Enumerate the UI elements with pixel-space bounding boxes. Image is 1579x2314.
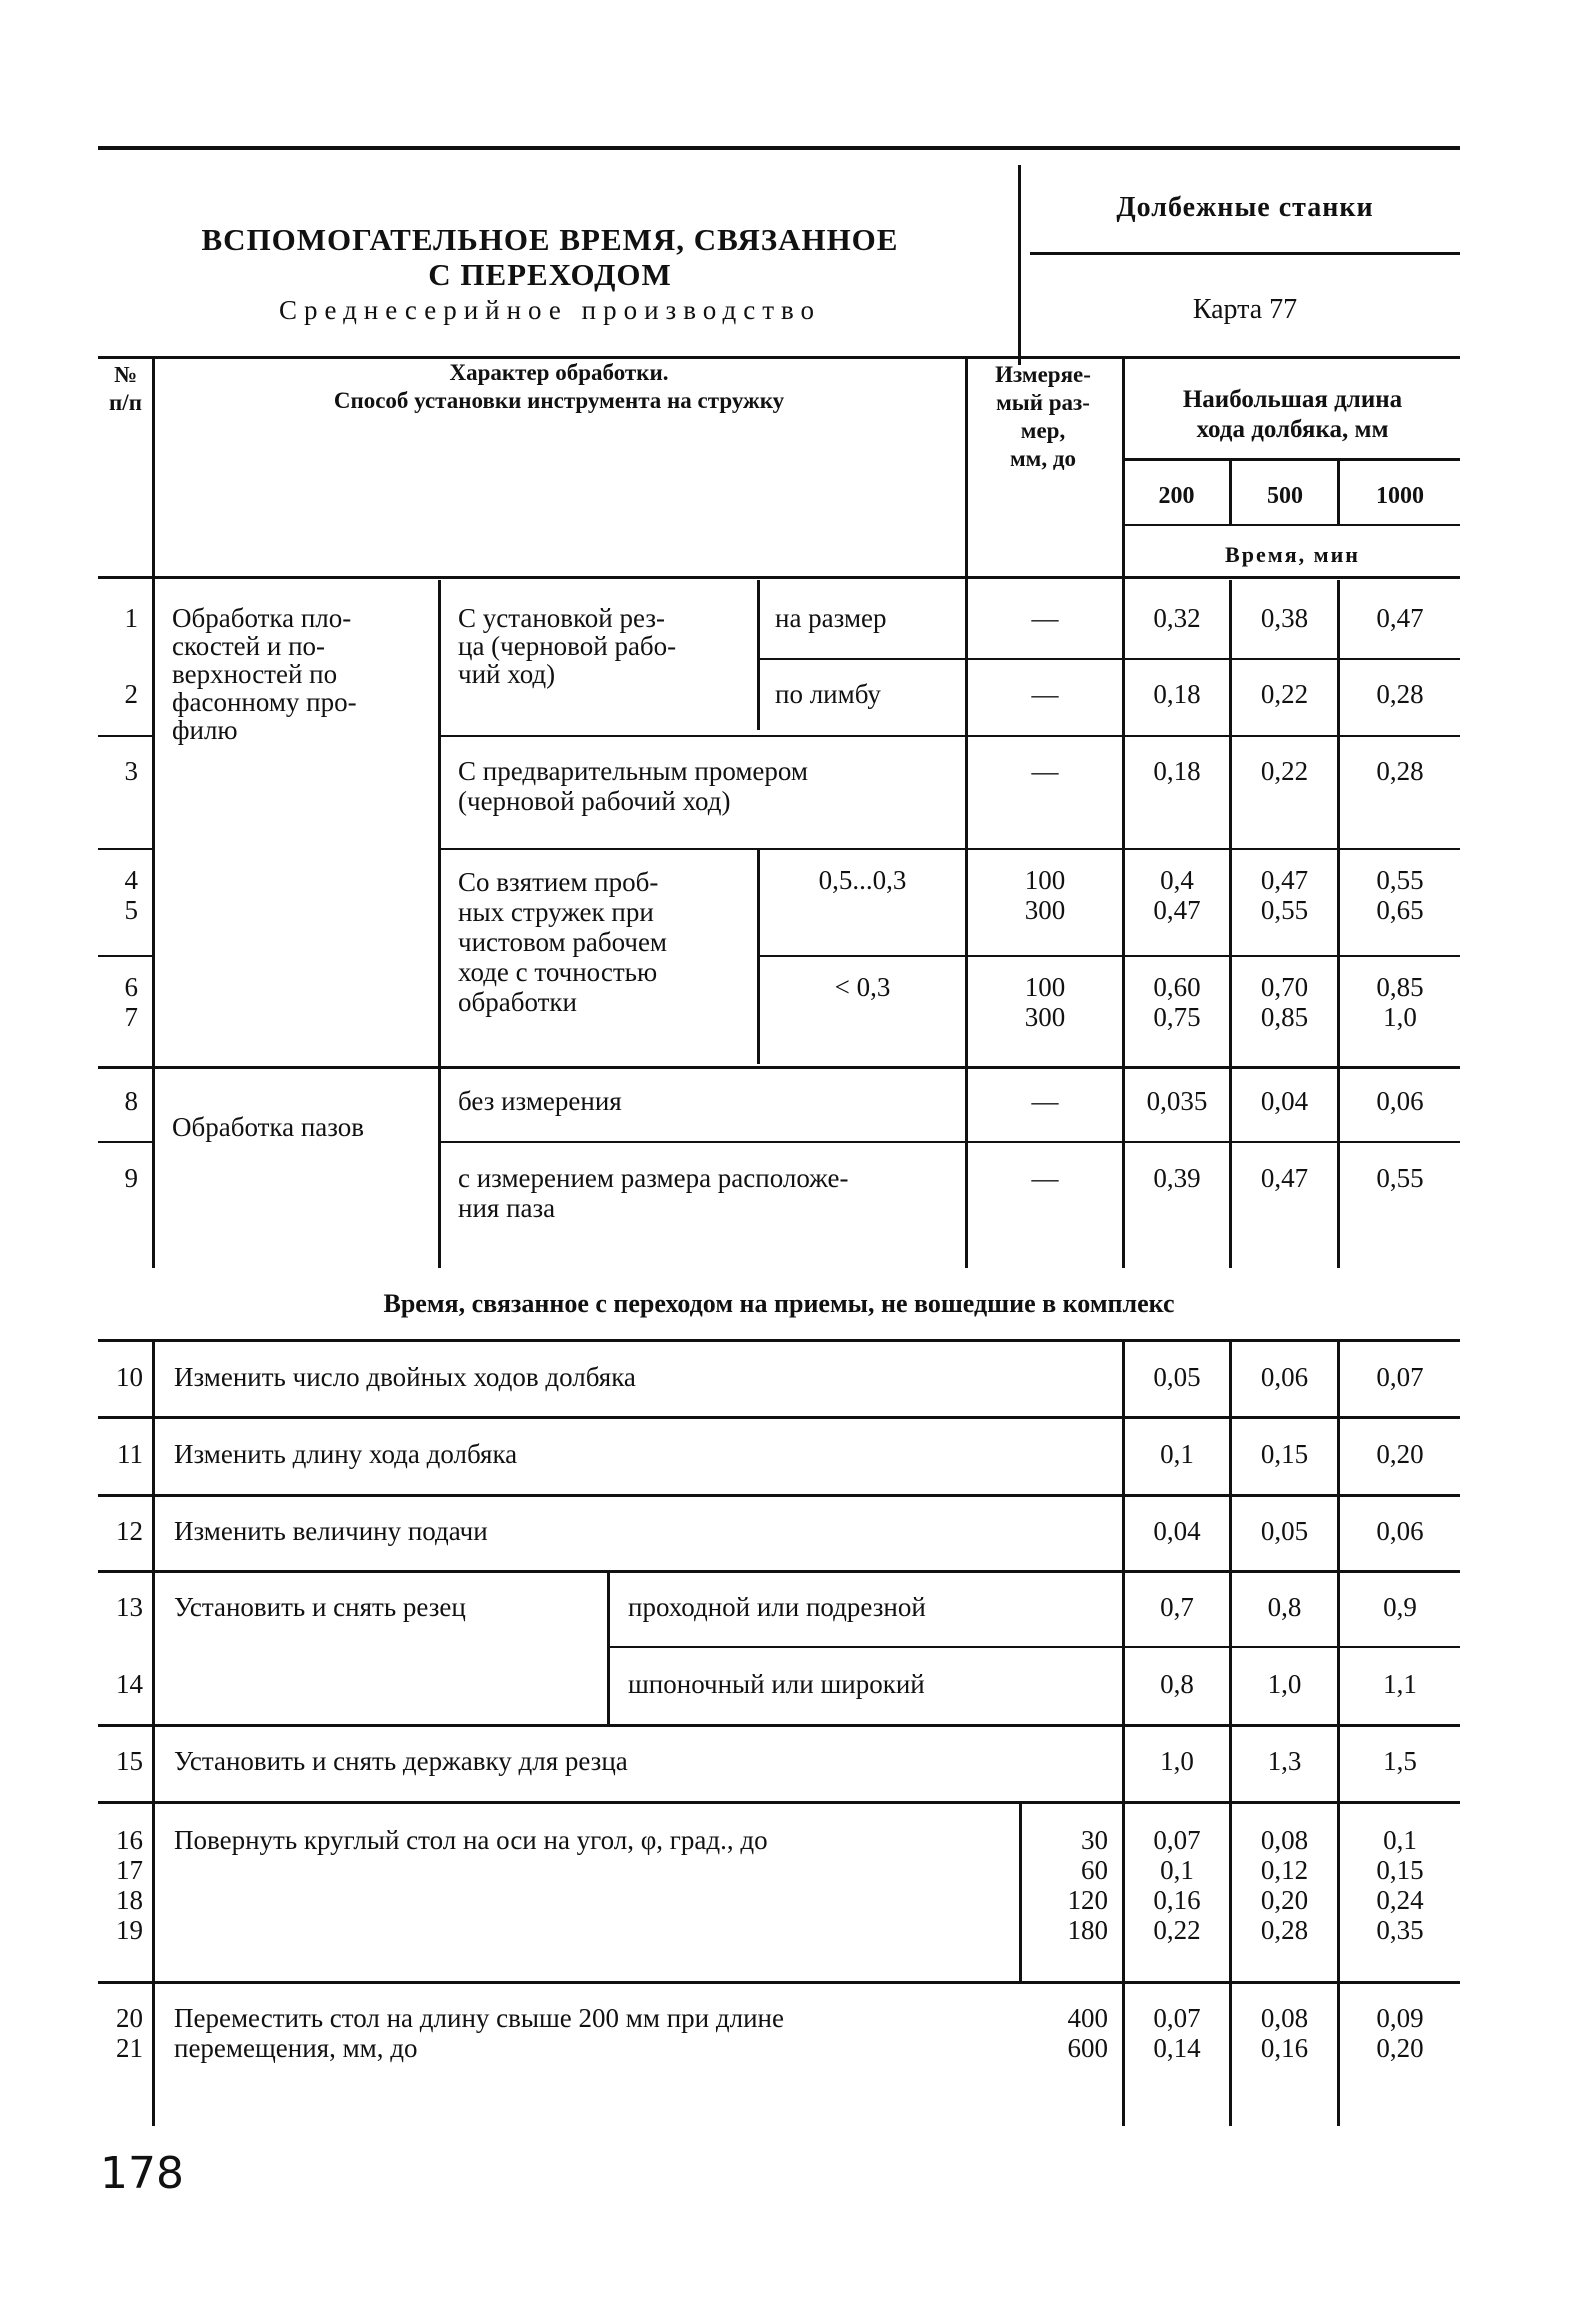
rotate-table: Повернуть круглый стол на оси на угол, φ, град., до	[174, 1825, 768, 1855]
s1-hline-r2-num	[98, 735, 155, 737]
time-200: 0,18	[1153, 756, 1201, 786]
slots-label: Обработка пазов	[172, 1112, 365, 1142]
section2-heading: Время, связанное с переходом на приемы, не вошедшие в комплекс	[383, 1289, 1175, 1318]
time-1000: 0,06	[1376, 1086, 1424, 1116]
time-1000: 0,09	[1376, 2003, 1424, 2033]
s1-hline-r8-num	[98, 1141, 155, 1143]
time-1000: 0,20	[1376, 2033, 1424, 2063]
time-1000: 0,20	[1376, 1439, 1424, 1469]
row-number: 15	[116, 1746, 143, 1776]
machine-type: Долбежные станки	[1116, 192, 1374, 223]
row-number: 4	[124, 865, 138, 895]
col-time: Время, мин	[1225, 542, 1360, 567]
col-processing-line2: Способ установки инструмента на стружку	[333, 388, 785, 413]
s2-vline-cutter-type	[607, 1573, 610, 1724]
row-number: 5	[124, 895, 138, 925]
cutter-type-key: шпоночный или широкий	[628, 1669, 925, 1699]
time-500: 1,3	[1267, 1746, 1302, 1776]
time-200: 0,18	[1153, 679, 1201, 709]
s2-vline-num	[152, 1342, 155, 2126]
time-500: 0,8	[1267, 1592, 1302, 1622]
row-number: 3	[124, 756, 138, 786]
time-200: 0,1	[1160, 1855, 1194, 1885]
col-measured-line1: Измеряе-	[995, 362, 1091, 387]
header-divider	[1018, 165, 1021, 365]
row-number: 16	[116, 1825, 143, 1855]
measured-size: —	[1031, 679, 1059, 709]
title-line-2: С ПЕРЕХОДОМ	[428, 257, 672, 292]
install-cutter: Установить и снять резец	[174, 1592, 466, 1622]
time-500: 0,85	[1260, 1002, 1309, 1032]
angle-value: 30	[1081, 1825, 1108, 1855]
angle-value: 180	[1067, 1915, 1108, 1945]
s1-hline-r7	[98, 1066, 1460, 1069]
s1-vline-cutter	[757, 580, 760, 730]
s1-vline-stroke	[1122, 356, 1125, 1268]
install-holder: Установить и снять державку для резца	[174, 1746, 628, 1776]
s2-hline-13	[607, 1646, 1460, 1648]
col-stroke-line2: хода долбяка, мм	[1196, 416, 1389, 443]
header-card-rule	[1030, 252, 1460, 255]
time-500: 0,15	[1260, 1439, 1309, 1469]
flat-line3: верхностей по	[172, 659, 338, 689]
measured-size: —	[1031, 1163, 1059, 1193]
s2-hline-10	[98, 1416, 1460, 1419]
s1-hline-r5	[757, 955, 1460, 957]
row-number: 21	[116, 2033, 143, 2063]
move-table-line2: перемещения, мм, до	[174, 2033, 418, 2063]
time-200: 0,7	[1160, 1592, 1194, 1622]
accuracy-range-2: < 0,3	[834, 972, 891, 1002]
col-stroke-line1: Наибольшая длина	[1182, 386, 1403, 413]
measured-size: —	[1031, 756, 1059, 786]
time-1000: 1,1	[1383, 1669, 1417, 1699]
col-measured-line3: мер,	[1020, 418, 1066, 443]
column-header-bottom-rule	[98, 576, 1460, 579]
time-1000: 1,0	[1383, 1002, 1417, 1032]
move-table-line1: Переместить стол на длину свыше 200 мм при длине	[174, 2003, 784, 2033]
s1-hline-r3	[438, 848, 1460, 850]
time-200: 0,05	[1153, 1362, 1201, 1392]
time-200: 0,22	[1153, 1915, 1201, 1945]
row-number: 17	[116, 1855, 143, 1885]
change-double-strokes: Изменить число двойных ходов долбяка	[174, 1362, 636, 1392]
time-500: 0,12	[1260, 1855, 1309, 1885]
time-200: 0,14	[1153, 2033, 1201, 2063]
s1-hline-r5-num	[98, 955, 155, 957]
time-200: 0,16	[1153, 1885, 1201, 1915]
time-500: 1,0	[1267, 1669, 1302, 1699]
col-processing-line1: Характер обработки.	[449, 360, 669, 385]
s1-vline-measured	[965, 356, 968, 1268]
time-1000: 0,35	[1376, 1915, 1424, 1945]
premeasure-line1: С предварительным промером	[458, 756, 808, 786]
row-number: 1	[124, 603, 138, 633]
accuracy-range-1: 0,5...0,3	[818, 865, 907, 895]
time-200: 0,75	[1153, 1002, 1201, 1032]
time-1000: 0,9	[1383, 1592, 1417, 1622]
s2-hline-12	[98, 1570, 1460, 1573]
time-200: 0,1	[1160, 1439, 1194, 1469]
col-num-line2: п/п	[109, 390, 142, 415]
time-500: 0,70	[1260, 972, 1309, 1002]
row-number: 6	[124, 972, 138, 1002]
s2-hline-11	[98, 1494, 1460, 1497]
measured-size: 100	[1024, 865, 1066, 895]
time-1000: 0,47	[1376, 603, 1424, 633]
s1-hline-r2	[438, 735, 1460, 737]
s1-vline-1000-head	[1337, 461, 1340, 526]
time-1000: 0,65	[1376, 895, 1424, 925]
s2-vline-angle	[1019, 1804, 1022, 1981]
move-length: 600	[1067, 2033, 1108, 2063]
time-500: 0,22	[1260, 756, 1309, 786]
time-500: 0,47	[1260, 1163, 1309, 1193]
no-measure-label: без измерения	[458, 1086, 622, 1116]
flat-line1: Обработка пло-	[172, 603, 352, 633]
with-measure-line2: ния паза	[458, 1193, 556, 1223]
measured-size: 300	[1024, 895, 1066, 925]
time-200: 0,4	[1160, 865, 1194, 895]
time-500: 0,47	[1260, 865, 1309, 895]
move-length: 400	[1067, 2003, 1108, 2033]
col-measured-line2: мый раз-	[996, 390, 1090, 415]
angle-value: 120	[1067, 1885, 1108, 1915]
time-500: 0,08	[1260, 2003, 1309, 2033]
col-stroke-500: 500	[1267, 483, 1303, 509]
s2-hline-15	[98, 1801, 1460, 1804]
row-number: 12	[116, 1516, 143, 1546]
cutter-type-through: проходной или подрезной	[628, 1592, 926, 1622]
row-number: 7	[124, 1002, 138, 1032]
time-1000: 0,55	[1376, 1163, 1424, 1193]
trial-line3: чистовом рабочем	[458, 927, 668, 957]
time-200: 0,035	[1146, 1086, 1208, 1116]
row-number: 8	[124, 1086, 138, 1116]
col-num-line1: №	[113, 362, 138, 387]
time-1000: 0,1	[1383, 1825, 1417, 1855]
s1-vline-500-head	[1229, 461, 1232, 526]
measured-size: 100	[1024, 972, 1066, 1002]
premeasure-line2: (черновой рабочий ход)	[458, 786, 731, 816]
time-1000: 0,06	[1376, 1516, 1424, 1546]
page-number: 178	[100, 2148, 184, 2199]
time-500: 0,20	[1260, 1885, 1309, 1915]
column-header-top-rule	[98, 356, 1460, 359]
time-1000: 0,28	[1376, 756, 1424, 786]
time-500: 0,05	[1260, 1516, 1309, 1546]
with-measure-line1: с измерением размера расположе-	[458, 1163, 849, 1193]
row-number: 10	[116, 1362, 143, 1392]
trial-line5: обработки	[458, 987, 577, 1017]
time-1000: 1,5	[1383, 1746, 1417, 1776]
row-number: 2	[124, 679, 138, 709]
time-200: 0,39	[1153, 1163, 1201, 1193]
time-500: 0,38	[1260, 603, 1309, 633]
s1-hline-r1-values	[968, 658, 1460, 660]
s1-hline-r8	[438, 1141, 1460, 1143]
time-200: 0,07	[1153, 2003, 1201, 2033]
col-stroke-1000: 1000	[1376, 483, 1424, 509]
time-1000: 0,15	[1376, 1855, 1424, 1885]
cutter-line2: ца (черновой рабо-	[458, 631, 677, 661]
row-number: 9	[124, 1163, 138, 1193]
time-500: 0,28	[1260, 1915, 1309, 1945]
row-number: 13	[116, 1592, 143, 1622]
cutter-line1: С установкой рез-	[458, 603, 665, 633]
time-1000: 0,24	[1376, 1885, 1424, 1915]
measured-size: —	[1031, 603, 1059, 633]
time-200: 1,0	[1160, 1746, 1194, 1776]
time-500: 0,08	[1260, 1825, 1309, 1855]
time-500: 0,55	[1260, 895, 1309, 925]
col-stroke-200: 200	[1158, 483, 1195, 509]
s2-hline-top	[98, 1339, 1460, 1342]
subtitle: Среднесерийное производство	[278, 295, 822, 325]
s1-vline-num	[152, 356, 155, 1268]
time-200: 0,47	[1153, 895, 1201, 925]
change-feed: Изменить величину подачи	[174, 1516, 488, 1546]
row-number: 18	[116, 1885, 143, 1915]
flat-line2: скостей и по-	[172, 631, 326, 661]
time-1000: 0,85	[1376, 972, 1424, 1002]
row-number: 20	[116, 2003, 143, 2033]
row-number: 19	[116, 1915, 143, 1945]
by-limb-label: по лимбу	[775, 679, 881, 709]
card-number: Карта 77	[1192, 294, 1298, 325]
to-size-label: на размер	[775, 603, 887, 633]
trial-line2: ных стружек при	[458, 897, 654, 927]
time-200: 0,07	[1153, 1825, 1201, 1855]
cutter-line3: чий ход)	[458, 659, 556, 689]
time-200: 0,60	[1153, 972, 1201, 1002]
time-500: 0,04	[1260, 1086, 1309, 1116]
row-number: 11	[117, 1439, 143, 1469]
angle-value: 60	[1081, 1855, 1108, 1885]
s2-hline-14	[98, 1724, 1460, 1727]
time-500: 0,06	[1260, 1362, 1309, 1392]
flat-line4: фасонному про-	[172, 687, 357, 717]
measured-size: 300	[1024, 1002, 1066, 1032]
col-measured-line4: мм, до	[1010, 446, 1076, 471]
trial-line1: Со взятием проб-	[458, 867, 659, 897]
change-stroke-length: Изменить длину хода долбяка	[174, 1439, 518, 1469]
s1-hline-r3-num	[98, 848, 155, 850]
s2-hline-19	[98, 1981, 1460, 1984]
row-number: 14	[116, 1669, 143, 1699]
title-line-1: ВСПОМОГАТЕЛЬНОЕ ВРЕМЯ, СВЯЗАННОЕ	[201, 222, 899, 257]
time-200: 0,32	[1153, 603, 1201, 633]
stroke-subheader-rule	[1125, 458, 1460, 461]
s1-vline-method	[438, 580, 441, 1268]
flat-line5: филю	[172, 715, 238, 745]
time-1000: 0,07	[1376, 1362, 1424, 1392]
top-rule	[98, 146, 1460, 150]
measured-size: —	[1031, 1086, 1059, 1116]
time-1000: 0,28	[1376, 679, 1424, 709]
time-200: 0,8	[1160, 1669, 1194, 1699]
time-500: 0,16	[1260, 2033, 1309, 2063]
time-label-rule	[1125, 524, 1460, 526]
time-500: 0,22	[1260, 679, 1309, 709]
time-1000: 0,55	[1376, 865, 1424, 895]
s1-hline-r1-method	[757, 658, 965, 660]
time-200: 0,04	[1153, 1516, 1201, 1546]
trial-line4: ходе с точностью	[458, 957, 658, 987]
